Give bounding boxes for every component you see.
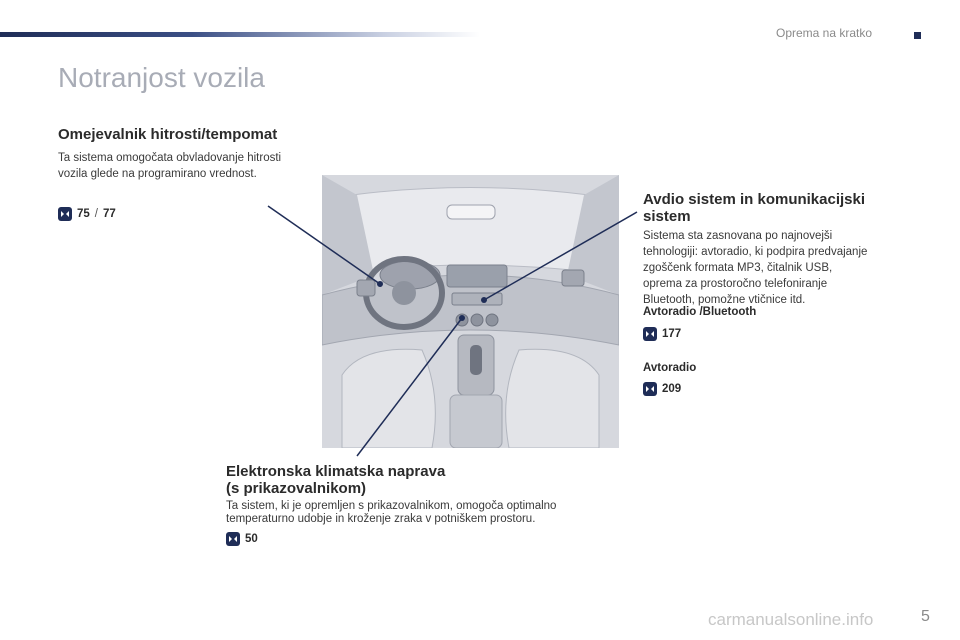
cruise-ref-a: 75 bbox=[77, 208, 90, 220]
audio-body-line: oprema za prostoročno telefoniranje bbox=[643, 278, 828, 290]
audio-sub2-page-ref[interactable] bbox=[643, 382, 681, 396]
cruise-body bbox=[58, 150, 281, 182]
cruise-ref-b: 77 bbox=[103, 208, 116, 220]
audio-sub2-ref: 209 bbox=[662, 383, 682, 395]
climate-body bbox=[226, 500, 556, 526]
cruise-ref-separator: / bbox=[94, 208, 98, 220]
audio-sub1-label: Avtoradio /Bluetooth bbox=[643, 306, 757, 318]
audio-heading-line: Avdio sistem in komunikacijski bbox=[643, 191, 866, 208]
audio-sub1-ref: 177 bbox=[662, 328, 682, 340]
watermark: carmanualsonline.info bbox=[708, 610, 874, 629]
page-reference-icon bbox=[226, 532, 240, 546]
climate-page-ref[interactable] bbox=[226, 532, 258, 546]
climate-heading-line: (s prikazovalnikom) bbox=[226, 480, 367, 497]
audio-body-line: zgoščenk formata MP3, čitalnik USB, bbox=[643, 262, 833, 274]
climate-body-line: temperaturno udobje in kroženje zraka v potniškem prostoru. bbox=[226, 513, 536, 525]
climate-ref: 50 bbox=[245, 533, 258, 545]
page-number: 5 bbox=[921, 608, 930, 625]
cruise-heading: Omejevalnik hitrosti/tempomat bbox=[58, 126, 278, 143]
cruise-body-line: Ta sistema omogočata obvladovanje hitrosti bbox=[58, 152, 282, 164]
cruise-body-line: vozila glede na programirano vrednost. bbox=[58, 168, 257, 180]
audio-heading bbox=[643, 191, 865, 225]
climate-heading bbox=[226, 463, 445, 497]
header-accent-bar bbox=[0, 32, 480, 37]
page-reference-icon bbox=[58, 207, 72, 221]
audio-body-line: Bluetooth, pomožne vtičnice itd. bbox=[643, 294, 806, 306]
audio-heading-line: sistem bbox=[643, 208, 691, 225]
climate-body-line: Ta sistem, ki je opremljen s prikazovalnikom, omogoča optimalno bbox=[226, 500, 557, 512]
header-square-icon bbox=[914, 32, 921, 39]
dashboard-drawing bbox=[322, 175, 619, 448]
header-section-title: Oprema na kratko bbox=[776, 26, 873, 40]
page-title: Notranjost vozila bbox=[58, 62, 265, 93]
audio-body-line: Sistema sta zasnovana po najnovejši bbox=[643, 230, 833, 242]
audio-body bbox=[643, 228, 867, 308]
climate-heading-line: Elektronska klimatska naprava bbox=[226, 463, 446, 480]
audio-body-line: tehnologiji: avtoradio, ki podpira predvajanje bbox=[643, 246, 868, 258]
audio-sub1-page-ref[interactable] bbox=[643, 327, 681, 341]
page-reference-icon bbox=[643, 382, 657, 396]
audio-sub2-label: Avtoradio bbox=[643, 362, 697, 374]
interior-illustration bbox=[322, 175, 619, 448]
cruise-page-ref[interactable] bbox=[58, 207, 116, 221]
page-reference-icon bbox=[643, 327, 657, 341]
